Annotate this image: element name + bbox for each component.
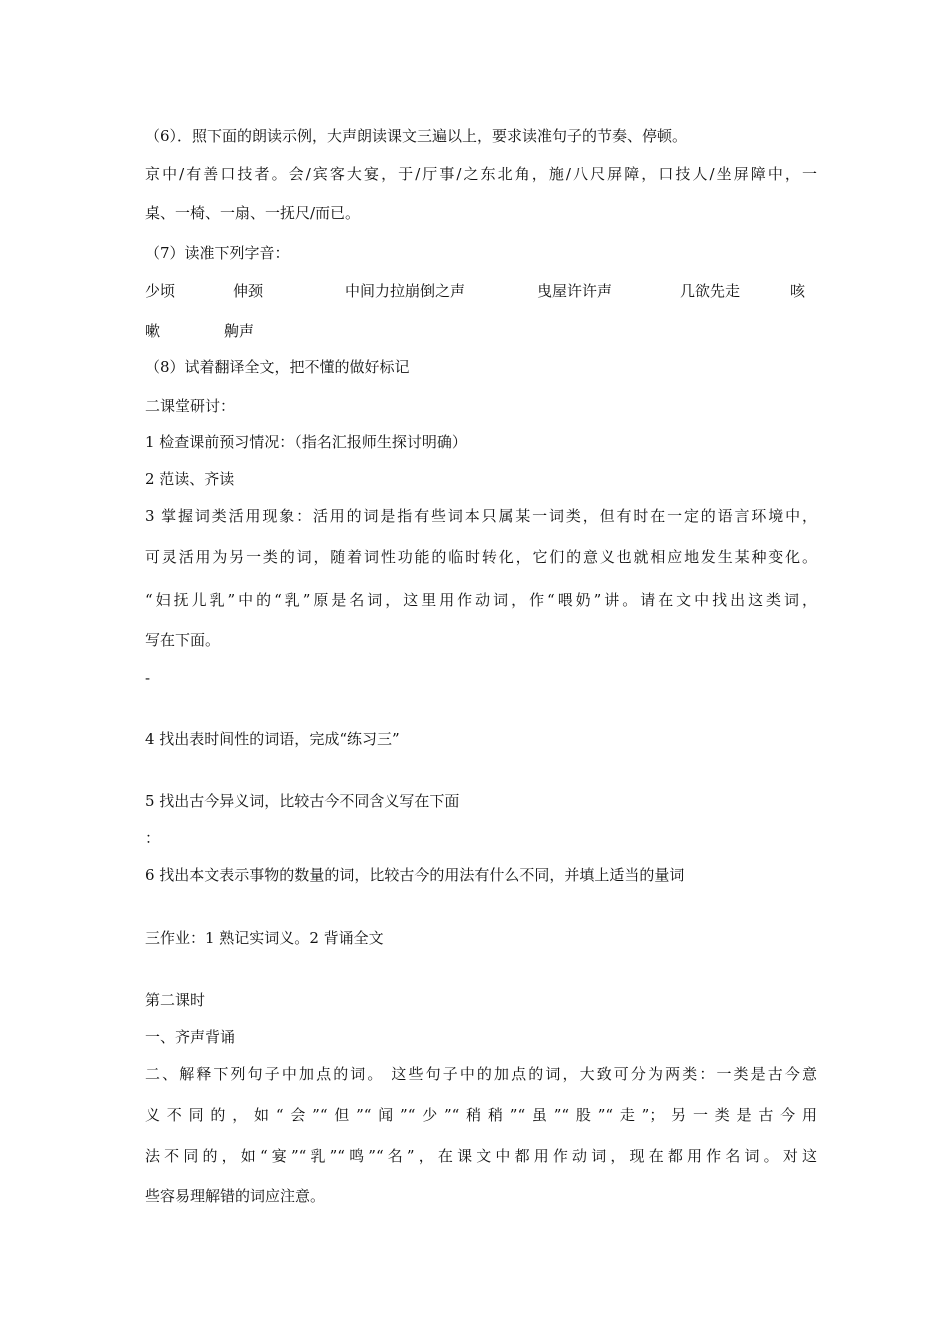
reading-example-line-1: 京中/有善口技者。会/宾客大宴，于/厅事/之东北角，施/八尺屏障，口技人/坐屏障中，一 bbox=[145, 165, 817, 183]
reading-task-heading: （6）．照下面的朗读示例，大声朗读课文三遍以上，要求读准句子的节奏、停顿。 bbox=[145, 127, 688, 145]
section-heading-class-discussion: 二课堂研讨： bbox=[145, 397, 236, 415]
second-lesson-heading: 第二课时 bbox=[145, 991, 206, 1009]
second-lesson-item-2-line-1: 二、解释下列句子中加点的词。 这些句子中的加点的词，大致可分为两类：一类是古今意 bbox=[145, 1065, 817, 1083]
answer-blank-mark: - bbox=[145, 669, 151, 687]
second-lesson-item-2-line-2: 义不同的，如“会”“但”“闻”“少”“稍稍”“虽”“股”“走”；另一类是古今用 bbox=[145, 1106, 817, 1124]
reading-example-line-2: 桌、一椅、一扇、一抚尺/而已。 bbox=[145, 204, 361, 222]
pronunciation-item: 少顷 bbox=[145, 282, 176, 300]
homework-line: 三作业：1 熟记实词义。2 背诵全文 bbox=[145, 929, 384, 947]
pronunciation-item: 咳 bbox=[790, 282, 806, 300]
discussion-item-2: 2 范读、齐读 bbox=[145, 470, 235, 488]
discussion-item-4: 4 找出表时间性的词语，完成“练习三” bbox=[145, 730, 400, 748]
answer-blank-mark: ： bbox=[145, 829, 161, 847]
discussion-item-6: 6 找出本文表示事物的数量的词，比较古今的用法有什么不同，并填上适当的量词 bbox=[145, 866, 685, 884]
second-lesson-item-1: 一、齐声背诵 bbox=[145, 1028, 236, 1046]
discussion-item-3-line-3: “妇抚儿乳”中的“乳”原是名词，这里用作动词，作“喂奶”讲。请在文中找出这类词， bbox=[145, 591, 817, 609]
second-lesson-item-2-line-4: 些容易理解错的词应注意。 bbox=[145, 1187, 326, 1205]
pronunciation-item: 曳屋许许声 bbox=[537, 282, 613, 300]
pronunciation-item: 伸颈 bbox=[233, 282, 264, 300]
discussion-item-3-line-1: 3 掌握词类活用现象：活用的词是指有些词本只属某一词类，但有时在一定的语言环境中， bbox=[145, 507, 817, 525]
discussion-item-3-line-2: 可灵活用为另一类的词，随着词性功能的临时转化，它们的意义也就相应地发生某种变化。 bbox=[145, 548, 817, 566]
pronunciation-item: 几欲先走 bbox=[680, 282, 741, 300]
pronunciation-item: 中间力拉崩倒之声 bbox=[345, 282, 466, 300]
discussion-item-5: 5 找出古今异义词，比较古今不同含义写在下面 bbox=[145, 792, 460, 810]
translation-task: （8）试着翻译全文，把不懂的做好标记 bbox=[145, 358, 410, 376]
pronunciation-heading: （7）读准下列字音： bbox=[145, 244, 290, 262]
second-lesson-item-2-line-3: 法不同的，如“宴”“乳”“鸣”“名”，在课文中都用作动词，现在都用作名词。对这 bbox=[145, 1147, 817, 1165]
pronunciation-item: 齁声 bbox=[224, 322, 255, 340]
discussion-item-1: 1 检查课前预习情况：（指名汇报师生探讨明确） bbox=[145, 433, 467, 451]
pronunciation-item: 嗽 bbox=[145, 322, 161, 340]
discussion-item-3-line-4: 写在下面。 bbox=[145, 631, 221, 649]
